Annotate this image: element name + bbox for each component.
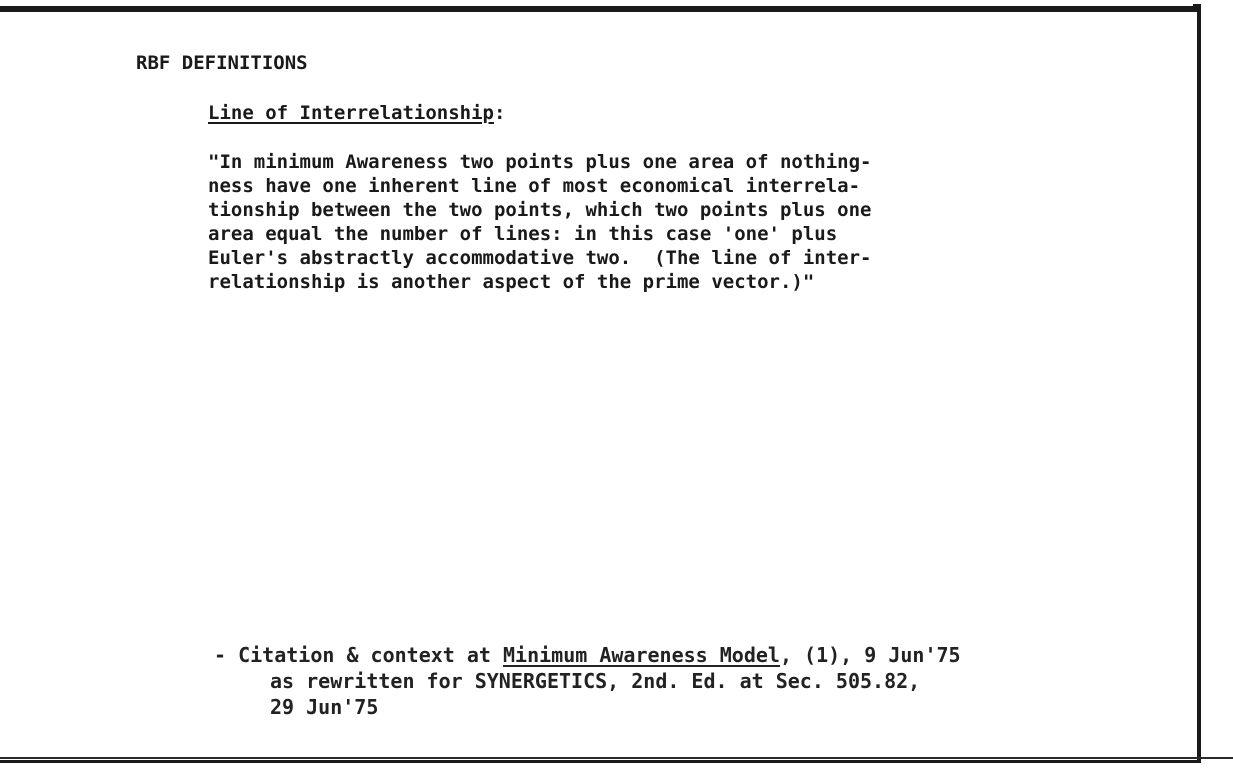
page-title: RBF DEFINITIONS bbox=[136, 52, 308, 74]
quote-line: tionship between the two points, which two points plus one bbox=[208, 199, 872, 221]
quote-line: area equal the number of lines: in this case 'one' plus bbox=[208, 223, 838, 245]
citation-block bbox=[214, 642, 961, 720]
quote-line: "In minimum Awareness two points plus one area of nothing- bbox=[208, 151, 872, 173]
entry-heading-text: Line of Interrelationship bbox=[208, 102, 494, 124]
quote-line: ness have one inherent line of most economical interrela- bbox=[208, 175, 861, 197]
card-corner bbox=[1193, 4, 1201, 12]
citation-line-3: 29 Jun'75 bbox=[270, 695, 379, 719]
citation-reference-link[interactable]: Minimum Awareness Model bbox=[503, 643, 780, 667]
entry-heading bbox=[208, 102, 505, 124]
citation-line-1 bbox=[214, 642, 961, 668]
citation-details: , (1), 9 Jun'75 bbox=[779, 643, 961, 667]
citation-line-2: as rewritten for SYNERGETICS, 2nd. Ed. at Sec. 505.82, bbox=[270, 669, 921, 693]
definition-quote bbox=[208, 150, 1048, 294]
quote-line: Euler's abstractly accommodative two. (The line of inter- bbox=[208, 247, 872, 269]
bottom-divider bbox=[0, 757, 1233, 759]
entry-heading-colon: : bbox=[493, 102, 506, 124]
quote-line: relationship is another aspect of the prime vector.)" bbox=[208, 271, 815, 293]
citation-prefix: Citation & context at bbox=[238, 643, 503, 667]
citation-bullet: - bbox=[214, 643, 227, 667]
